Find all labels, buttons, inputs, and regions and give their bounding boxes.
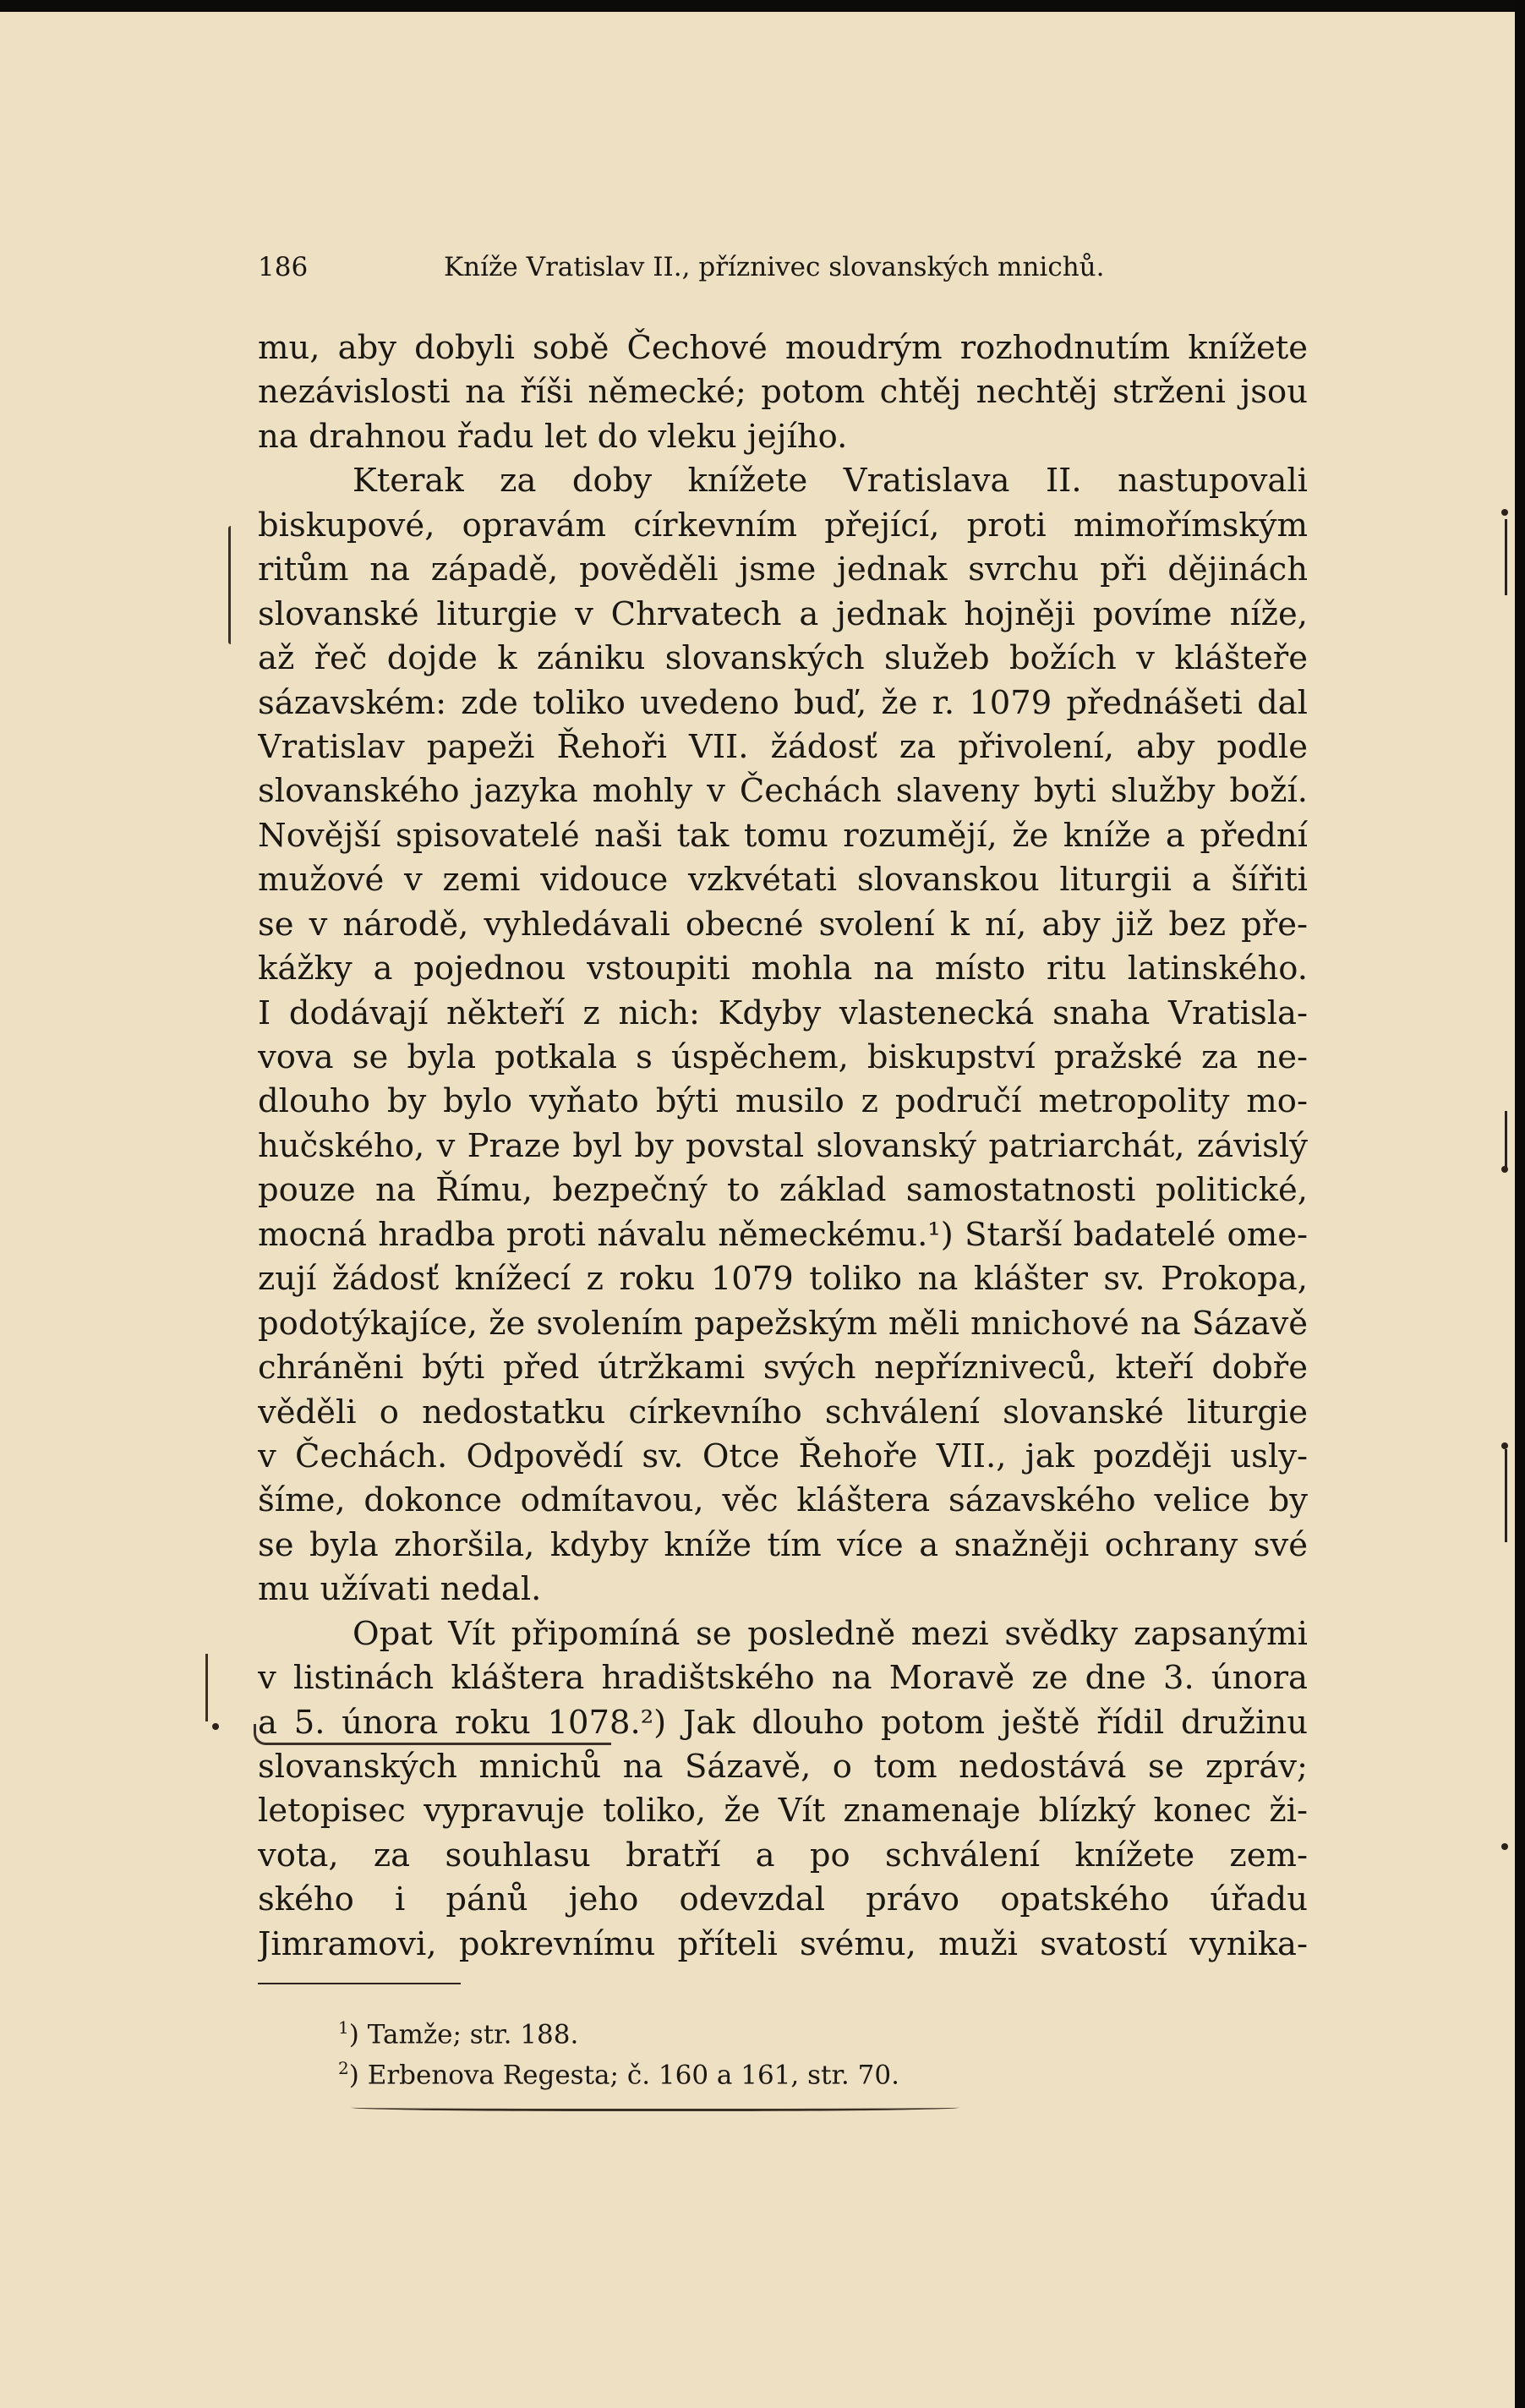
text-line: se v národě, vyhledávali obecné svolení k ní, aby již bez pře- (258, 905, 1308, 944)
footnote (338, 2007, 899, 2048)
text-line: biskupové, opravám církevním přející, proti mimořímským (258, 506, 1308, 545)
text-line: až řeč dojde k zániku slovanských služeb božích v klášteře (258, 639, 1308, 678)
text-line: zují žádosť knížecí z roku 1079 toliko na klášter sv. Prokopa, (258, 1260, 1308, 1299)
text-line: chráněni býti před útržkami svých nepřízniveců, kteří dobře (258, 1349, 1308, 1387)
margin-dot-mark (1501, 1843, 1508, 1850)
text-line: mu, aby dobyli sobě Čechové moudrým rozhodnutím knížete (258, 329, 1308, 367)
footnote-mark: 2 (338, 2058, 349, 2078)
footnote-rule (258, 1983, 461, 1984)
text-line: slovanského jazyka mohly v Čechách slaveny byti služby boží. (258, 772, 1308, 811)
text-line: hučského, v Praze byl by povstal slovanský patriarchát, závislý (258, 1126, 1308, 1165)
footnotes (338, 2007, 899, 2091)
text-line: vova se byla potkala s úspěchem, biskupství pražské za ne- (258, 1038, 1308, 1076)
text-line: se byla zhoršila, kdyby kníže tím více a snažněji ochrany své (258, 1525, 1308, 1564)
footnote-paren: ) (348, 2060, 368, 2091)
text-line: v Čechách. Odpovědí sv. Otce Řehoře VII., jak později usly- (258, 1437, 1308, 1475)
text-line: mocná hradba proti návalu německému.¹) Starší badatelé ome- (258, 1215, 1308, 1254)
footnote-paren: ) (348, 2019, 368, 2050)
text-line: dlouho by bylo vyňato býti musilo z područí metropolity mo- (258, 1082, 1308, 1121)
text-line: Opat Vít připomíná se posledně mezi svědky zapsanými (353, 1614, 1308, 1653)
text-line: kážky a pojednou vstoupiti mohla na místo ritu latinského. (258, 950, 1308, 988)
text-line: Kterak za doby knížete Vratislava II. nastupovali (353, 462, 1308, 501)
text-line: věděli o nedostatku církevního schválení slovanské liturgie (258, 1393, 1308, 1431)
page-header (258, 252, 1308, 286)
text-line: sázavském: zde toliko uvedeno buď, že r. 1079 přednášeti dal (258, 683, 1308, 722)
text-line: v listinách kláštera hradištského na Moravě ze dne 3. února (258, 1659, 1308, 1698)
text-line: ritům na západě, pověděli jsme jednak svrchu při dějinách (258, 550, 1308, 589)
margin-dot-mark (1501, 509, 1508, 516)
margin-dot-mark (212, 1723, 219, 1730)
page-number: 186 (258, 252, 309, 282)
text-line: mužové v zemi vidouce vzkvétati slovanskou liturgii a šířiti (258, 861, 1308, 900)
footnote-text: Erbenova Regesta; č. 160 a 161, str. 70. (367, 2060, 899, 2091)
footnote-text: Tamže; str. 188. (367, 2019, 579, 2050)
footnote (338, 2048, 899, 2091)
footnote-mark: 1 (338, 2017, 349, 2038)
text-line: Vratislav papeži Řehoři VII. žádosť za přivolení, aby podle (258, 727, 1308, 766)
text-line: ského i pánů jeho odevzdal právo opatského úřadu (258, 1880, 1308, 1919)
margin-dot-mark (1501, 1442, 1508, 1449)
margin-bracket-mark (228, 526, 231, 644)
margin-line-mark (1505, 1111, 1507, 1170)
pencil-underline-mark (351, 2102, 959, 2111)
text-line: I dodávají někteří z nich: Kdyby vlastenecká snaha Vratisla- (258, 993, 1308, 1032)
text-line: vota, za souhlasu bratří a po schválení knížete zem- (258, 1836, 1308, 1874)
text-line: Jimramovi, pokrevnímu příteli svému, muži svatostí vynika- (258, 1924, 1308, 1963)
margin-bracket-mark (205, 1654, 208, 1721)
text-line: Novější spisovatelé naši tak tomu rozumějí, že kníže a přední (258, 816, 1308, 855)
text-line: letopisec vypravuje toliko, že Vít znamenaje blízký konec ži- (258, 1792, 1308, 1831)
text-line: podotýkajíce, že svolením papežským měli mnichové na Sázavě (258, 1304, 1308, 1343)
text-line: slovanských mnichů na Sázavě, o tom nedostává se zpráv; (258, 1748, 1308, 1786)
text-line: a 5. února roku 1078.²) Jak dlouho potom ještě řídil družinu (258, 1703, 1308, 1742)
text-line: slovanské liturgie v Chrvatech a jednak hojněji povíme níže, (258, 594, 1308, 633)
text-line: šíme, dokonce odmítavou, věc kláštera sázavského velice by (258, 1481, 1308, 1520)
margin-line-mark (1505, 1449, 1507, 1542)
running-title: Kníže Vratislav II., příznivec slovanských mnichů. (444, 252, 1105, 282)
margin-line-mark (1505, 519, 1507, 595)
scan-edge (1515, 0, 1525, 2408)
text-line: na drahnou řadu let do vleku jejího. (258, 417, 848, 456)
text-line: nezávislosti na říši německé; potom chtěj nechtěj strženi jsou (258, 373, 1308, 412)
text-line: mu užívati nedal. (258, 1570, 542, 1609)
book-page (0, 12, 1515, 2408)
body-text (258, 326, 1308, 1967)
text-line: pouze na Římu, bezpečný to základ samostatnosti politické, (258, 1171, 1308, 1210)
